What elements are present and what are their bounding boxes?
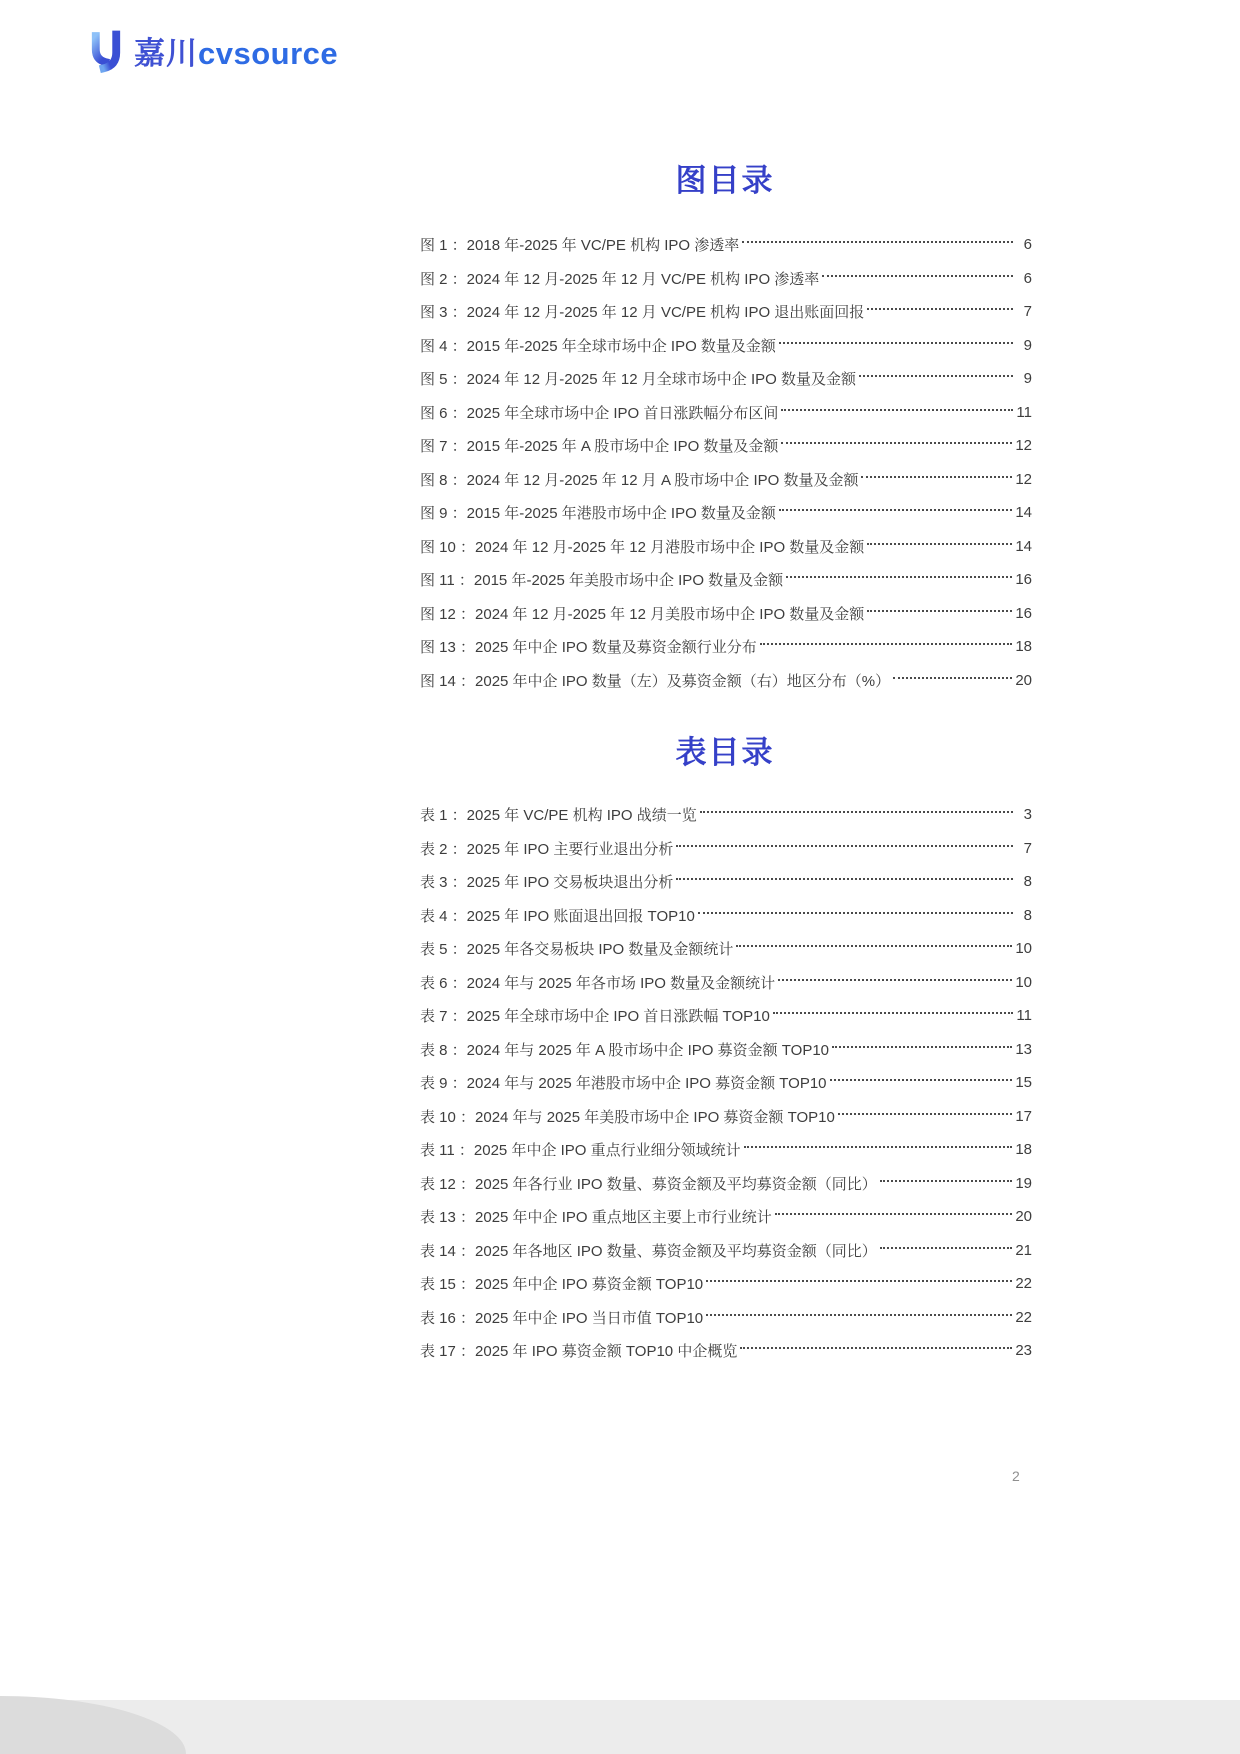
footer-band	[0, 1700, 1240, 1754]
toc-page-number: 13	[1015, 1040, 1032, 1058]
toc-entry[interactable]	[420, 1133, 1032, 1167]
dot-leader	[861, 476, 1012, 478]
toc-entry-text: 表 9 ：2024 年与 2025 年港股市场中企 IPO 募资金额 TOP10	[420, 1075, 827, 1093]
dot-leader	[676, 878, 1013, 880]
toc-entry-text: 表 6 ：2024 年与 2025 年各市场 IPO 数量及金额统计	[420, 974, 776, 992]
toc-page-number: 14	[1015, 537, 1032, 555]
toc-entry[interactable]	[420, 1301, 1032, 1335]
toc-entry[interactable]	[420, 1200, 1032, 1234]
dot-leader	[706, 1314, 1012, 1316]
dot-leader	[838, 1113, 1012, 1115]
toc-entry[interactable]	[420, 1167, 1032, 1201]
toc-page-number: 20	[1015, 1208, 1032, 1226]
toc-page-number: 21	[1015, 1241, 1032, 1259]
toc-page-number: 12	[1015, 437, 1032, 455]
dot-leader	[880, 1247, 1013, 1249]
toc-page-number: 15	[1015, 1074, 1032, 1092]
toc-entry[interactable]	[420, 396, 1032, 430]
dot-leader	[775, 1213, 1013, 1215]
toc-page-number: 18	[1015, 1141, 1032, 1159]
toc-page-number: 9	[1023, 370, 1032, 388]
toc-entry-text: 图 10 ：2024 年 12 月-2025 年 12 月港股市场中企 IPO 数量及金额	[420, 538, 865, 556]
toc-entry-text: 图 7 ：2015 年-2025 年 A 股市场中企 IPO 数量及金额	[420, 438, 779, 456]
toc-entry[interactable]	[420, 262, 1032, 296]
toc-page-number: 3	[1023, 806, 1032, 824]
dot-leader	[698, 912, 1013, 914]
dot-leader	[744, 1146, 1013, 1148]
toc-entry-text: 图 9 ：2015 年-2025 年港股市场中企 IPO 数量及金额	[420, 505, 776, 523]
toc-page-number: 7	[1023, 303, 1032, 321]
toc-entry-text: 图 3 ：2024 年 12 月-2025 年 12 月 VC/PE 机构 IPO 退出账面回报	[420, 304, 865, 322]
toc-page-number: 9	[1023, 336, 1032, 354]
tables-toc-heading: 表目录	[675, 735, 775, 770]
toc-entry-text: 表 7 ：2025 年全球市场中企 IPO 首日涨跌幅 TOP10	[420, 1008, 770, 1026]
toc-entry-text: 表 2 ：2025 年 IPO 主要行业退出分析	[420, 840, 674, 858]
dot-leader	[880, 1180, 1013, 1182]
toc-entry[interactable]	[420, 932, 1032, 966]
toc-entry-text: 图 11 ：2015 年-2025 年美股市场中企 IPO 数量及金额	[420, 572, 784, 590]
toc-page-number: 16	[1015, 604, 1032, 622]
dot-leader	[867, 308, 1013, 310]
toc-entry[interactable]	[420, 429, 1032, 463]
dot-leader	[779, 509, 1012, 511]
dot-leader	[822, 275, 1013, 277]
toc-entry[interactable]	[420, 630, 1032, 664]
dot-leader	[867, 543, 1012, 545]
dot-leader	[676, 845, 1013, 847]
toc-page-number: 14	[1015, 504, 1032, 522]
toc-entry[interactable]	[420, 1033, 1032, 1067]
toc-page-number: 10	[1015, 973, 1032, 991]
dot-leader	[893, 677, 1012, 679]
toc-page-number: 23	[1015, 1342, 1032, 1360]
toc-page-number: 8	[1023, 906, 1032, 924]
brand-name-english: cvsource	[198, 36, 339, 71]
figures-toc-list	[420, 228, 1032, 697]
toc-entry-text: 图 4 ：2015 年-2025 年全球市场中企 IPO 数量及金额	[420, 337, 776, 355]
toc-entry[interactable]	[420, 563, 1032, 597]
toc-page-number: 20	[1015, 671, 1032, 689]
toc-page-number: 6	[1023, 236, 1032, 254]
dot-leader	[778, 979, 1012, 981]
toc-page-number: 19	[1015, 1174, 1032, 1192]
cvsource-logo-icon	[84, 29, 128, 73]
dot-leader	[773, 1012, 1013, 1014]
dot-leader	[867, 610, 1012, 612]
toc-entry[interactable]	[420, 295, 1032, 329]
toc-entry-text: 图 6 ：2025 年全球市场中企 IPO 首日涨跌幅分布区间	[420, 404, 779, 422]
dot-leader	[781, 409, 1013, 411]
dot-leader	[700, 811, 1013, 813]
toc-page-number: 12	[1015, 470, 1032, 488]
page-number: 2	[1012, 1468, 1020, 1484]
dot-leader	[786, 576, 1012, 578]
figures-toc-heading: 图目录	[675, 163, 775, 198]
brand-wordmark	[134, 28, 338, 73]
toc-entry[interactable]	[420, 1100, 1032, 1134]
dot-leader	[706, 1280, 1012, 1282]
toc-entry-text: 表 1 ：2025 年 VC/PE 机构 IPO 战绩一览	[420, 807, 697, 825]
dot-leader	[832, 1046, 1012, 1048]
toc-page-number: 8	[1023, 873, 1032, 891]
toc-entry-text: 图 12 ：2024 年 12 月-2025 年 12 月美股市场中企 IPO 数量及金额	[420, 605, 865, 623]
toc-entry[interactable]	[420, 832, 1032, 866]
toc-entry[interactable]	[420, 1334, 1032, 1368]
toc-page-number: 7	[1023, 839, 1032, 857]
toc-entry-text: 表 16 ：2025 年中企 IPO 当日市值 TOP10	[420, 1309, 704, 1327]
toc-entry[interactable]	[420, 664, 1032, 698]
toc-entry-text: 图 13 ：2025 年中企 IPO 数量及募资金额行业分布	[420, 639, 757, 657]
toc-page-number: 10	[1015, 940, 1032, 958]
toc-entry[interactable]	[420, 496, 1032, 530]
toc-entry-text: 图 2 ：2024 年 12 月-2025 年 12 月 VC/PE 机构 IPO 渗透率	[420, 270, 820, 288]
toc-page-number: 11	[1016, 1007, 1032, 1025]
toc-page-number: 22	[1015, 1275, 1032, 1293]
toc-entry-text: 表 15 ：2025 年中企 IPO 募资金额 TOP10	[420, 1276, 704, 1294]
toc-entry[interactable]	[420, 329, 1032, 363]
toc-entry-text: 表 14 ：2025 年各地区 IPO 数量、募资金额及平均募资金额（同比）	[420, 1242, 877, 1260]
toc-entry[interactable]	[420, 530, 1032, 564]
toc-page-number: 17	[1015, 1107, 1032, 1125]
toc-entry[interactable]	[420, 1267, 1032, 1301]
toc-entry[interactable]	[420, 899, 1032, 933]
toc-page-number: 18	[1015, 638, 1032, 656]
toc-entry[interactable]	[420, 798, 1032, 832]
toc-entry[interactable]	[420, 228, 1032, 262]
toc-page-number: 22	[1015, 1308, 1032, 1326]
toc-page-number: 16	[1015, 571, 1032, 589]
toc-entry[interactable]	[420, 463, 1032, 497]
dot-leader	[859, 375, 1013, 377]
toc-entry-text: 图 8 ：2024 年 12 月-2025 年 12 月 A 股市场中企 IPO 数量及金额	[420, 471, 859, 489]
toc-entry-text: 图 1 ：2018 年-2025 年 VC/PE 机构 IPO 渗透率	[420, 237, 740, 255]
toc-entry-text: 表 13 ：2025 年中企 IPO 重点地区主要上市行业统计	[420, 1209, 772, 1227]
toc-entry-text: 表 8 ：2024 年与 2025 年 A 股市场中企 IPO 募资金额 TOP10	[420, 1041, 830, 1059]
toc-entry[interactable]	[420, 1066, 1032, 1100]
toc-entry[interactable]	[420, 966, 1032, 1000]
toc-entry[interactable]	[420, 1234, 1032, 1268]
toc-entry-text: 表 3 ：2025 年 IPO 交易板块退出分析	[420, 874, 674, 892]
toc-entry[interactable]	[420, 597, 1032, 631]
toc-entry[interactable]	[420, 999, 1032, 1033]
toc-page-number: 11	[1016, 403, 1032, 421]
toc-entry-text: 表 5 ：2025 年各交易板块 IPO 数量及金额统计	[420, 941, 734, 959]
toc-entry-text: 图 5 ：2024 年 12 月-2025 年 12 月全球市场中企 IPO 数量及金额	[420, 371, 856, 389]
toc-page-number: 6	[1023, 269, 1032, 287]
dot-leader	[779, 342, 1013, 344]
dot-leader	[781, 442, 1012, 444]
toc-entry[interactable]	[420, 865, 1032, 899]
toc-entry-text: 表 4 ：2025 年 IPO 账面退出回报 TOP10	[420, 907, 695, 925]
dot-leader	[830, 1079, 1013, 1081]
brand-logo	[84, 28, 338, 73]
toc-entry-text: 表 17 ：2025 年 IPO 募资金额 TOP10 中企概览	[420, 1343, 738, 1361]
toc-entry-text: 表 11 ：2025 年中企 IPO 重点行业细分领域统计	[420, 1142, 741, 1160]
toc-entry-text: 图 14 ：2025 年中企 IPO 数量（左）及募资金额（右）地区分布（%）	[420, 672, 891, 690]
dot-leader	[740, 1347, 1012, 1349]
toc-entry-text: 表 10 ：2024 年与 2025 年美股市场中企 IPO 募资金额 TOP10	[420, 1108, 835, 1126]
dot-leader	[742, 241, 1013, 243]
brand-name-chinese: 嘉川	[134, 36, 198, 71]
dot-leader	[736, 945, 1012, 947]
toc-entry-text: 表 12 ：2025 年各行业 IPO 数量、募资金额及平均募资金额（同比）	[420, 1175, 877, 1193]
toc-entry[interactable]	[420, 362, 1032, 396]
dot-leader	[760, 643, 1013, 645]
tables-toc-list	[420, 798, 1032, 1368]
